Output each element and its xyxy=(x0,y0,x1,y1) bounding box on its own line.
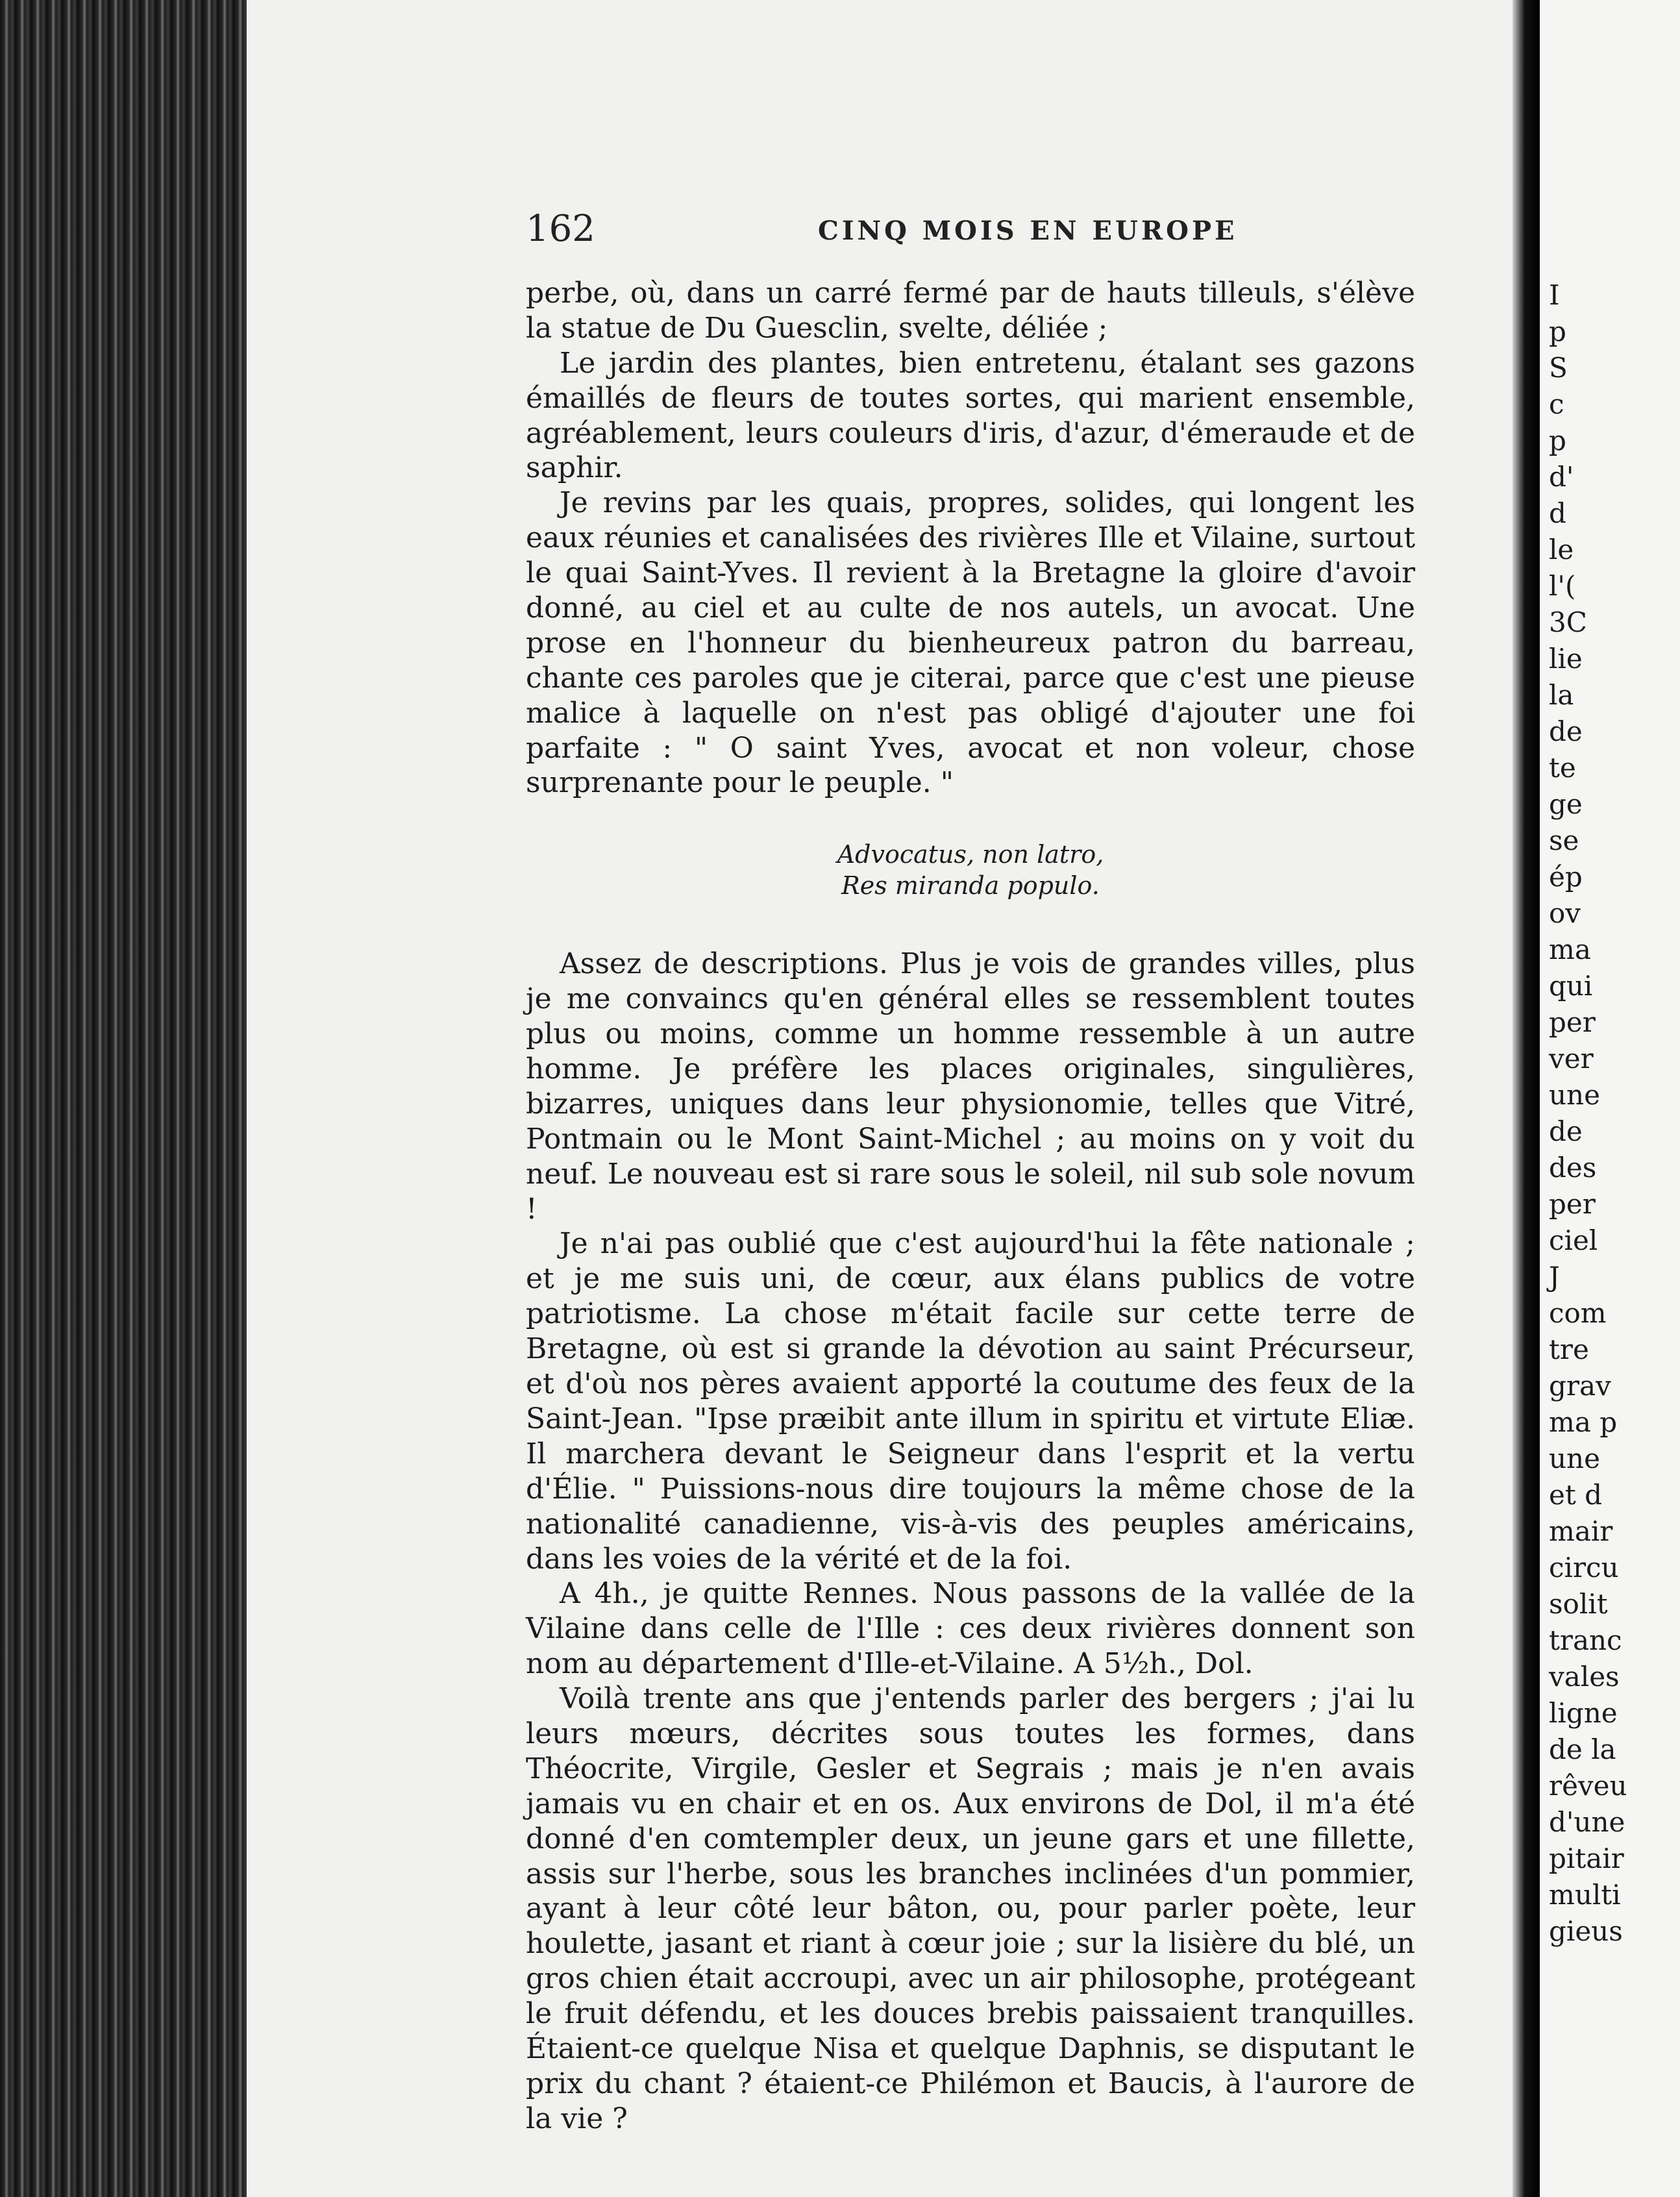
facing-page-fragment: ma p xyxy=(1549,1406,1618,1438)
paragraph-3: Je revins par les quais, propres, solides, qui longent les eaux réunies et canalisées des rivières Ille et Vilaine, surtout le quai Saint-Yves. Il revient à la Bretagne la gloire d'avoir donné, au ciel et au culte de nos autels, un avocat. Une prose en l'honneur du bienheureux patron du barreau, chante ces paroles que je citerai, parce que c'est une pieuse malice à laquelle on n'est pas obligé d'ajouter une foi parfaite : " O saint Yves, avocat et non voleur, chose surprenante pour le peuple. " xyxy=(526,486,1415,800)
facing-page-fragment: ver xyxy=(1549,1043,1594,1074)
facing-page-fragment: multi xyxy=(1549,1879,1621,1911)
facing-page-fragment: de la xyxy=(1549,1733,1616,1765)
paragraph-1: perbe, où, dans un carré fermé par de hauts tilleuls, s'élève la statue de Du Guesclin, svelte, déliée ; xyxy=(526,277,1415,345)
facing-page-fragment: de xyxy=(1549,1115,1583,1147)
facing-page-fragment: pitair xyxy=(1549,1843,1624,1874)
facing-page-fragment: d xyxy=(1549,497,1566,529)
facing-page-fragment: d' xyxy=(1549,461,1574,493)
right-page-fragment xyxy=(1540,0,1680,2197)
facing-page-fragment: 3C xyxy=(1549,606,1587,638)
facing-page-fragment: per xyxy=(1549,1188,1596,1220)
facing-page-fragment: et d xyxy=(1549,1479,1602,1511)
book-gutter xyxy=(1513,0,1540,2197)
facing-page-fragment: tranc xyxy=(1549,1624,1622,1656)
verse-line-1: Advocatus, non latro, xyxy=(837,840,1104,869)
page-header xyxy=(526,208,1415,253)
facing-page-fragment: com xyxy=(1549,1297,1607,1329)
facing-page-fragment: S xyxy=(1549,352,1568,384)
facing-page-fragment: rêveu xyxy=(1549,1770,1627,1802)
facing-page-fragment: lie xyxy=(1549,643,1583,675)
facing-page-fragment: vales xyxy=(1549,1661,1620,1693)
page-number: 162 xyxy=(526,208,595,250)
facing-page-fragment: ov xyxy=(1549,897,1581,929)
latin-verse xyxy=(526,839,1415,901)
facing-page-fragment: qui xyxy=(1549,970,1593,1002)
page-body xyxy=(526,276,1415,2137)
facing-page-fragment: une xyxy=(1549,1079,1600,1111)
facing-page-fragment: ép xyxy=(1549,861,1583,893)
facing-page-fragment: ge xyxy=(1549,788,1583,820)
facing-page-fragment: se xyxy=(1549,825,1579,856)
facing-page-fragment: des xyxy=(1549,1152,1597,1184)
paragraph-6: A 4h., je quitte Rennes. Nous passons de la vallée de la Vilaine dans celle de l'Ille : ces deux rivières donnent son nom au département d'Ille-et-Vilaine. A 5½h., Dol. xyxy=(526,1577,1415,1681)
facing-page-fragment: d'une xyxy=(1549,1806,1625,1838)
facing-page-fragment: J xyxy=(1549,1261,1560,1293)
facing-page-fragment: I xyxy=(1549,279,1560,311)
facing-page-fragment: gieus xyxy=(1549,1915,1623,1947)
facing-page-fragment: solit xyxy=(1549,1588,1608,1620)
facing-page-fragment: mair xyxy=(1549,1515,1613,1547)
facing-page-fragment: de xyxy=(1549,715,1583,747)
running-head: CINQ MOIS EN EUROPE xyxy=(818,216,1238,246)
facing-page-fragment: circu xyxy=(1549,1552,1619,1583)
paragraph-2: Le jardin des plantes, bien entretenu, étalant ses gazons émaillés de fleurs de toutes sortes, qui marient ensemble, agréablement, leurs couleurs d'iris, d'azur, d'émeraude et de saphir. xyxy=(526,346,1415,485)
facing-page-fragment: le xyxy=(1549,534,1574,565)
facing-page-fragment: tre xyxy=(1549,1334,1589,1365)
facing-page-fragment: te xyxy=(1549,752,1576,784)
facing-page-fragment: la xyxy=(1549,679,1574,711)
facing-page-fragment: grav xyxy=(1549,1370,1611,1402)
paragraph-7: Voilà trente ans que j'entends parler des bergers ; j'ai lu leurs mœurs, décrites sous toutes les formes, dans Théocrite, Virgile, Gesler et Segrais ; mais je n'en avais jamais vu en chair et en os. Aux environs de Dol, il m'a été donné d'en comtempler deux, un jeune gars et une fillette, assis sur l'herbe, sous les branches inclinées d'un pommier, ayant à leur côté leur bâton, ou, pour parler poète, leur houlette, jasant et riant à cœur joie ; sur la lisière du blé, un gros chien était accroupi, avec un air philosophe, protégeant le fruit défendu, et les douces brebis paissaient tranquilles. Étaient-ce quelque Nisa et quelque Daphnis, se disputant le prix du chant ? étaient-ce Philémon et Baucis, à l'aurore de la vie ? xyxy=(526,1682,1415,2135)
paragraph-5: Je n'ai pas oublié que c'est aujourd'hui la fête nationale ; et je me suis uni, de cœur, aux élans publics de votre patriotisme. La chose m'était facile sur cette terre de Bretagne, où est si grande la dévotion au saint Précurseur, et d'où nos pères avaient apporté la coutume des feux de la Saint-Jean. "Ipse præibit ante illum in spiritu et virtute Eliæ. Il marchera devant le Seigneur dans l'esprit et la vertu d'Élie. " Puissions-nous dire toujours la même chose de la nationalité canadienne, vis-à-vis des peuples américains, dans les voies de la vérité et de la foi. xyxy=(526,1227,1415,1576)
verse-line-2: Res miranda populo. xyxy=(841,871,1100,900)
facing-page-fragment: p xyxy=(1549,316,1566,347)
facing-page-fragment: per xyxy=(1549,1006,1596,1038)
facing-page-fragment: une xyxy=(1549,1443,1600,1474)
facing-page-fragment: c xyxy=(1549,388,1564,420)
facing-page-fragment: ligne xyxy=(1549,1697,1618,1729)
book-page-edges xyxy=(0,0,247,2197)
facing-page-fragment: ciel xyxy=(1549,1224,1598,1256)
paragraph-4: Assez de descriptions. Plus je vois de grandes villes, plus je me convaincs qu'en général elles se ressemblent toutes plus ou moins, comme un homme ressemble à un autre homme. Je préfère les places originales, singulières, bizarres, uniques dans leur physionomie, telles que Vitré, Pontmain ou le Mont Saint-Michel ; au moins on y voit du neuf. Le nouveau est si rare sous le soleil, nil sub sole novum ! xyxy=(526,947,1415,1226)
facing-page-fragment: p xyxy=(1549,425,1566,456)
facing-page-fragment: ma xyxy=(1549,934,1591,965)
facing-page-fragment: l'( xyxy=(1549,570,1576,602)
